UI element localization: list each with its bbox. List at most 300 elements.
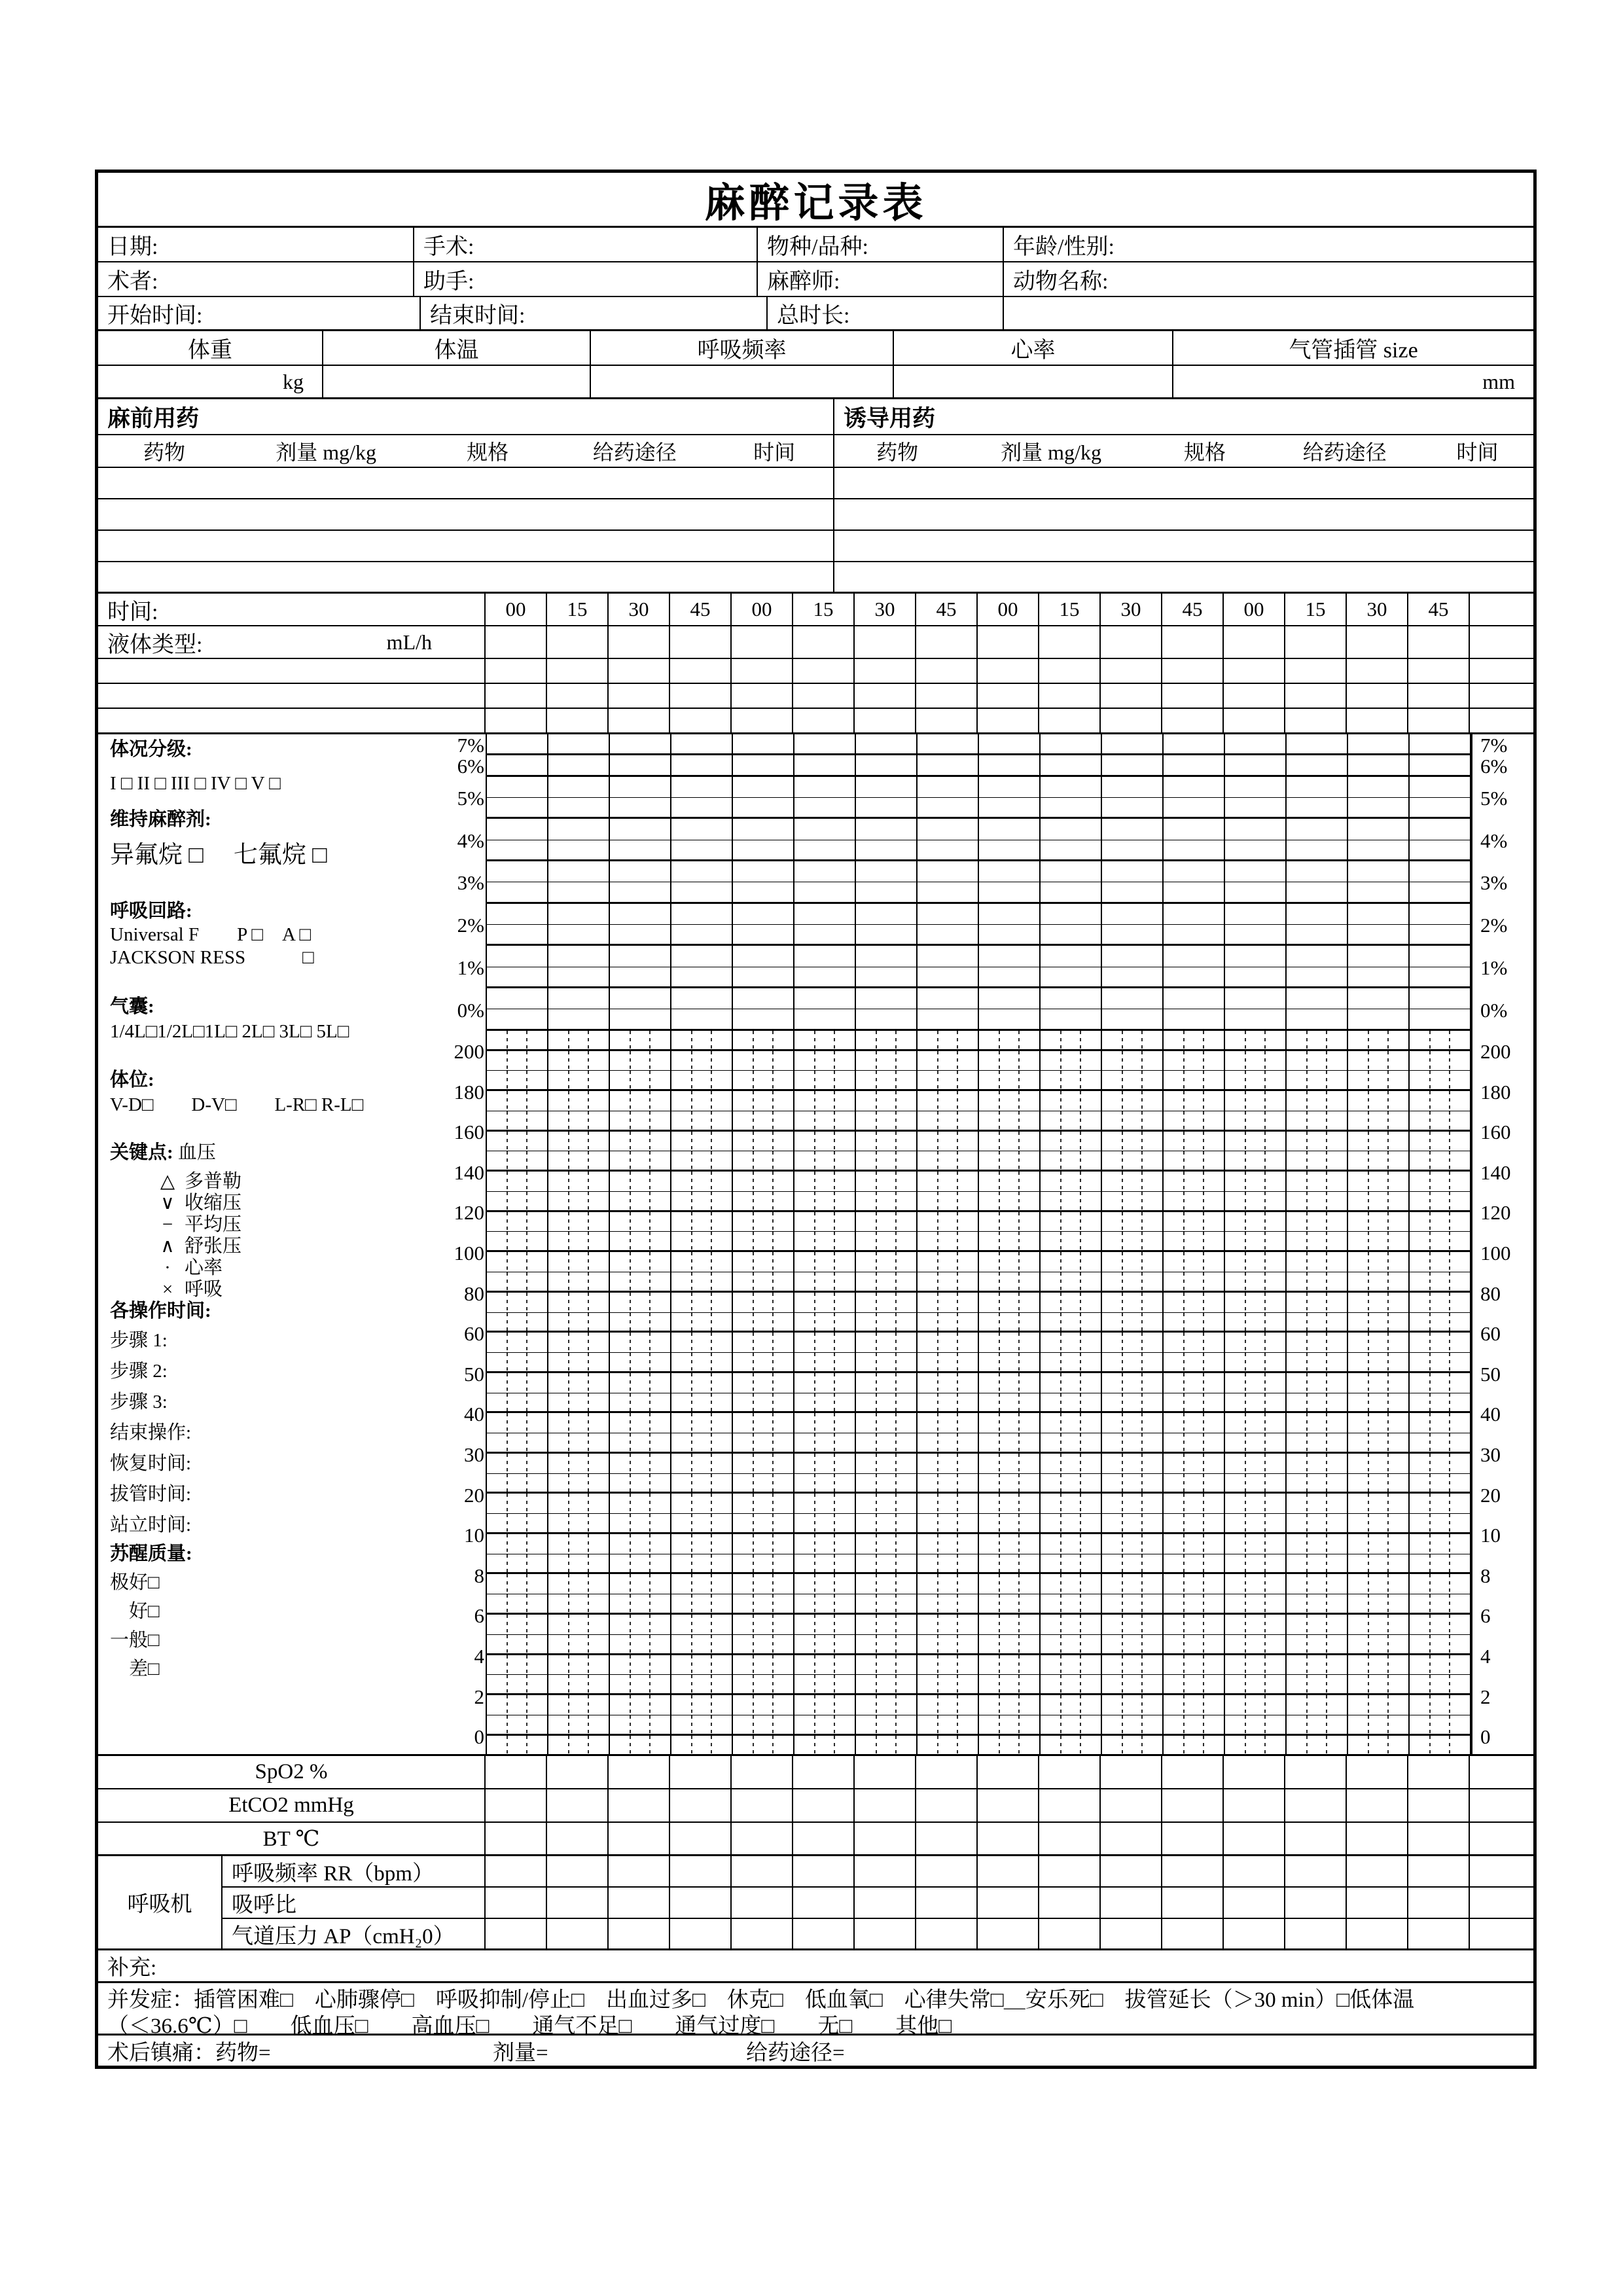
numeric-grid-cell — [1348, 1132, 1410, 1151]
percent-grid-cell — [1410, 755, 1471, 774]
numeric-grid-cell — [487, 1574, 548, 1594]
monitor-row-2-cell — [855, 1823, 916, 1854]
numeric-grid-cell — [1287, 1655, 1348, 1675]
percent-grid-cell — [918, 798, 979, 817]
numeric-grid-cell — [1102, 1635, 1164, 1653]
percent-grid-cell — [1041, 988, 1102, 1009]
numeric-grid-cell — [733, 1031, 794, 1049]
numeric-grid-cell — [856, 1594, 918, 1613]
panel-label: 步骤 3: — [110, 1391, 168, 1412]
percent-grid-cell — [1348, 861, 1410, 882]
percent-grid-cell — [1102, 755, 1164, 774]
numeric-grid-cell — [918, 1554, 979, 1573]
percent-grid-cell — [856, 1009, 918, 1028]
numeric-grid-cell — [918, 1071, 979, 1089]
numeric-grid-cell — [1410, 1433, 1471, 1452]
numeric-grid-cell — [1102, 1111, 1164, 1130]
time-row-cell: 30 — [609, 594, 670, 625]
numeric-grid-cell — [794, 1474, 856, 1492]
percent-grid-row — [487, 925, 1471, 946]
numeric-grid-cell — [671, 1192, 733, 1210]
percent-grid-cell — [794, 925, 856, 944]
fluid-entry-row-cell — [1101, 659, 1162, 683]
ventilator-cell — [486, 1856, 547, 1886]
numeric-grid-cell — [794, 1252, 856, 1272]
supplement-label: 补充: — [107, 1956, 157, 1980]
numeric-grid-cell — [1225, 1534, 1287, 1554]
numeric-grid-cell — [1102, 1031, 1164, 1049]
percent-grid-cell — [1041, 904, 1102, 924]
percent-grid-cell — [1287, 861, 1348, 882]
numeric-grid-cell — [671, 1615, 733, 1634]
numeric-grid-cell — [610, 1333, 671, 1352]
percent-axis-label-left: 0% — [457, 998, 484, 1022]
monitor-row-1-cell — [1285, 1789, 1347, 1821]
numeric-grid-cell — [1102, 1353, 1164, 1371]
percent-grid-cell — [1164, 819, 1225, 839]
numeric-grid-cell — [1287, 1675, 1348, 1693]
percent-grid-cell — [1348, 798, 1410, 817]
monitor-row-1-cell — [1347, 1789, 1408, 1821]
panel-checkbox-line[interactable]: 差□ — [110, 1659, 160, 1679]
numeric-grid-cell — [1348, 1433, 1410, 1452]
numeric-grid-row — [487, 1715, 1471, 1736]
info-field-5: 助手: — [414, 262, 758, 296]
postop-dose-label: 剂量= — [493, 2041, 548, 2065]
percent-grid-cell — [1041, 798, 1102, 817]
numeric-axis-label-left: 60 — [464, 1322, 484, 1346]
percent-grid-cell — [1164, 734, 1225, 753]
numeric-grid-cell — [487, 1031, 548, 1049]
postop-row — [98, 2036, 1533, 2066]
numeric-grid-cell — [1410, 1574, 1471, 1594]
percent-grid-cell — [487, 734, 548, 753]
numeric-grid-cell — [671, 1172, 733, 1191]
percent-grid-cell — [671, 861, 733, 882]
fluid-rate-unit: mL/h — [386, 630, 432, 654]
numeric-grid-row — [487, 1534, 1471, 1554]
fluid-entry-row-cell — [609, 684, 670, 708]
percent-grid-row — [487, 777, 1471, 798]
med-entry-cell — [834, 468, 1533, 498]
fluid-entry-row-cell — [1224, 684, 1285, 708]
fluid-entry-row-cell — [978, 659, 1039, 683]
vitals-header-4: 气管插管 size — [1289, 338, 1418, 363]
numeric-grid-cell — [1164, 1132, 1225, 1151]
monitor-row-label-0: SpO2 % — [255, 1760, 328, 1784]
numeric-grid-cell — [794, 1675, 856, 1693]
numeric-grid-cell — [1287, 1172, 1348, 1191]
numeric-grid-cell — [548, 1433, 610, 1452]
numeric-grid-cell — [487, 1232, 548, 1250]
numeric-grid-cell — [733, 1373, 794, 1393]
med-column-header: 给药途径 — [1302, 440, 1387, 464]
percent-axis-label-right: 6% — [1480, 755, 1508, 778]
numeric-grid-cell — [1348, 1454, 1410, 1473]
percent-grid-cell — [979, 882, 1041, 901]
numeric-grid-cell — [487, 1272, 548, 1291]
numeric-axis-label-left: 180 — [454, 1080, 484, 1103]
percent-grid-row — [487, 882, 1471, 903]
numeric-grid-cell — [487, 1514, 548, 1532]
numeric-grid-cell — [487, 1635, 548, 1653]
percent-grid-cell — [487, 840, 548, 859]
panel-label: 站立时间: — [110, 1515, 192, 1535]
numeric-grid-cell — [918, 1132, 979, 1151]
numeric-grid-cell — [487, 1594, 548, 1613]
ventilator-row — [223, 1856, 1533, 1888]
panel-label: 步骤 1: — [110, 1330, 168, 1351]
numeric-grid-cell — [1102, 1091, 1164, 1111]
numeric-grid-row — [487, 1293, 1471, 1313]
numeric-grid-cell — [918, 1454, 979, 1473]
numeric-grid-cell — [856, 1534, 918, 1554]
ventilator-cell — [1101, 1856, 1162, 1886]
percent-grid-cell — [979, 755, 1041, 774]
time-row-cell: 15 — [1285, 594, 1347, 625]
percent-grid-cell — [918, 777, 979, 797]
numeric-grid-row — [487, 1353, 1471, 1373]
panel-checkbox-line[interactable]: I □ II □ III □ IV □ V □ — [110, 773, 281, 794]
numeric-grid-cell — [794, 1232, 856, 1250]
numeric-grid-cell — [733, 1715, 794, 1734]
fluid-entry-row-cell — [486, 659, 547, 683]
numeric-grid-cell — [671, 1655, 733, 1675]
chart-legend-item: ∨ 收缩压 — [124, 1193, 241, 1213]
form-row — [98, 297, 1533, 331]
percent-grid-cell — [610, 798, 671, 817]
numeric-grid-cell — [733, 1091, 794, 1111]
monitor-row-1-cell — [1224, 1789, 1285, 1821]
numeric-grid-cell — [487, 1353, 548, 1371]
numeric-grid-cell — [1225, 1293, 1287, 1312]
numeric-grid-row — [487, 1454, 1471, 1474]
complications-checkbox-line-1[interactable]: 并发症：插管困难□ 心肺骤停□ 呼吸抑制/停止□ 出血过多□ 休克□ 低血氧□ 心律失常□＿安乐死□ 拔管延长（＞30 min）□低体温 — [107, 1988, 1415, 2012]
numeric-grid-cell — [1164, 1695, 1225, 1715]
percent-grid-cell — [733, 755, 794, 774]
numeric-grid-cell — [610, 1514, 671, 1532]
numeric-axis-label-right: 8 — [1480, 1564, 1491, 1587]
numeric-grid-cell — [1410, 1051, 1471, 1071]
ventilator-row-label-0: 呼吸频率 RR（bpm） — [223, 1856, 486, 1886]
form-row — [98, 399, 1533, 435]
panel-checkbox-line[interactable]: JACKSON RESS □ — [110, 947, 314, 968]
numeric-grid-cell — [1225, 1071, 1287, 1089]
panel-checkbox-line[interactable]: Universal F P □ A □ — [110, 924, 312, 945]
fluid-entry-row-gutter-cell — [1470, 684, 1533, 708]
panel-checkbox-line[interactable]: 好□ — [110, 1601, 160, 1622]
percent-grid-cell — [610, 882, 671, 901]
panel-checkbox-line[interactable]: 一般□ — [110, 1630, 160, 1651]
percent-grid-row — [487, 840, 1471, 861]
vitals-value-cell — [591, 366, 894, 397]
med-column-header: 规格 — [467, 440, 509, 464]
percent-grid-cell — [1164, 840, 1225, 859]
numeric-axis-label-left: 50 — [464, 1362, 484, 1386]
percent-axis-label-right: 7% — [1480, 734, 1508, 757]
percent-grid-cell — [918, 840, 979, 859]
fluid-row-cell — [793, 626, 855, 658]
numeric-grid-cell — [548, 1514, 610, 1532]
time-row-cell: 30 — [1101, 594, 1162, 625]
time-row-cell: 00 — [1224, 594, 1285, 625]
percent-grid-cell — [671, 925, 733, 944]
chart-legend-item: × 呼吸 — [124, 1279, 223, 1300]
percent-grid-cell — [1410, 988, 1471, 1009]
numeric-grid-cell — [487, 1736, 548, 1756]
numeric-grid-cell — [548, 1232, 610, 1250]
numeric-grid-cell — [1225, 1333, 1287, 1352]
ventilator-cell — [1224, 1856, 1285, 1886]
legend-symbol: × — [162, 1279, 173, 1300]
percent-axis-label-right: 1% — [1480, 956, 1508, 979]
percent-grid-cell — [1348, 988, 1410, 1009]
numeric-grid-cell — [1410, 1333, 1471, 1352]
time-row-cell: 45 — [1162, 594, 1224, 625]
ventilator-cell — [855, 1856, 916, 1886]
monitor-row-1-cell — [916, 1789, 978, 1821]
numeric-grid-cell — [1164, 1373, 1225, 1393]
time-row-cell: 30 — [1347, 594, 1408, 625]
percent-grid-row — [487, 819, 1471, 840]
percent-grid-cell — [1225, 734, 1287, 753]
percent-grid-cell — [1225, 967, 1287, 986]
numeric-grid-cell — [733, 1574, 794, 1594]
numeric-axis-label-left: 2 — [474, 1685, 484, 1708]
monitor-row-2-gutter-cell — [1470, 1823, 1533, 1854]
ventilator-cell — [1347, 1919, 1408, 1950]
numeric-grid-cell — [610, 1474, 671, 1492]
med-column-header: 剂量 mg/kg — [1001, 440, 1101, 464]
vitals-value-cell — [323, 366, 591, 397]
percent-grid-cell — [1348, 904, 1410, 924]
numeric-grid-cell — [548, 1252, 610, 1272]
panel-checkbox-line[interactable]: 1/4L□1/2L□1L□ 2L□ 3L□ 5L□ — [110, 1021, 349, 1042]
percent-grid-row — [487, 734, 1471, 755]
fluid-entry-row-cell — [1347, 684, 1408, 708]
numeric-grid-cell — [671, 1433, 733, 1452]
panel-label: 拔管时间: — [110, 1484, 192, 1505]
numeric-grid-cell — [1225, 1736, 1287, 1756]
numeric-grid-cell — [856, 1393, 918, 1412]
numeric-grid-cell — [1041, 1313, 1102, 1331]
numeric-grid-cell — [1041, 1594, 1102, 1613]
numeric-grid-cell — [733, 1071, 794, 1089]
numeric-grid-cell — [1041, 1031, 1102, 1049]
monitor-row-1-cell — [978, 1789, 1039, 1821]
vitals-header-0: 体重 — [98, 331, 323, 365]
numeric-grid-cell — [610, 1091, 671, 1111]
percent-grid-cell — [610, 840, 671, 859]
numeric-grid-cell — [856, 1091, 918, 1111]
numeric-grid-cell — [1225, 1373, 1287, 1393]
numeric-grid-cell — [671, 1212, 733, 1232]
percent-grid-cell — [856, 988, 918, 1009]
percent-grid-cell — [1410, 819, 1471, 839]
percent-grid-cell — [671, 1009, 733, 1028]
numeric-grid-cell — [610, 1151, 671, 1170]
numeric-grid-cell — [1041, 1574, 1102, 1594]
percent-grid-row — [487, 946, 1471, 967]
numeric-grid-cell — [979, 1192, 1041, 1210]
percent-grid-cell — [1225, 904, 1287, 924]
numeric-grid-cell — [856, 1413, 918, 1433]
numeric-grid-cell — [979, 1675, 1041, 1693]
percent-grid-cell — [1348, 882, 1410, 901]
ventilator-cell — [547, 1856, 609, 1886]
med-section-title-0: 麻前用药 — [98, 399, 834, 434]
fluid-entry-row-cell — [670, 709, 732, 732]
numeric-grid-cell — [1287, 1313, 1348, 1331]
percent-grid-cell — [1410, 1009, 1471, 1028]
numeric-grid-cell — [671, 1272, 733, 1291]
panel-label: 体位: — [110, 1069, 154, 1090]
numeric-grid-cell — [487, 1373, 548, 1393]
ventilator-cell — [793, 1888, 855, 1918]
numeric-grid-row — [487, 1333, 1471, 1353]
percent-grid-cell — [918, 904, 979, 924]
percent-grid-cell — [733, 946, 794, 966]
numeric-grid-cell — [671, 1353, 733, 1371]
numeric-grid-cell — [794, 1514, 856, 1532]
fluid-entry-row-cell — [1408, 709, 1470, 732]
numeric-grid-cell — [1410, 1615, 1471, 1634]
panel-checkbox-line[interactable]: 极好□ — [110, 1572, 160, 1593]
percent-grid-cell — [548, 988, 610, 1009]
numeric-grid-cell — [1041, 1252, 1102, 1272]
percent-grid-cell — [610, 925, 671, 944]
numeric-grid-cell — [1348, 1272, 1410, 1291]
numeric-grid-cell — [1102, 1655, 1164, 1675]
percent-grid-cell — [1102, 1009, 1164, 1028]
med-entry-cell — [834, 562, 1533, 592]
numeric-grid-cell — [1164, 1433, 1225, 1452]
fluid-entry-row-label-cell — [98, 684, 486, 708]
percent-grid-cell — [610, 946, 671, 966]
numeric-grid-row — [487, 1373, 1471, 1393]
percent-grid-cell — [1041, 840, 1102, 859]
monitor-row-1-cell — [793, 1789, 855, 1821]
numeric-grid-cell — [1348, 1413, 1410, 1433]
numeric-axis-label-left: 30 — [464, 1443, 484, 1466]
numeric-grid-cell — [1102, 1172, 1164, 1191]
panel-checkbox-line[interactable]: V-D□ D-V□ L-R□ R-L□ — [110, 1094, 364, 1115]
numeric-grid-cell — [856, 1313, 918, 1331]
fluid-entry-row-cell — [1162, 709, 1224, 732]
numeric-grid-cell — [856, 1433, 918, 1452]
fluid-entry-row-cell — [793, 659, 855, 683]
fluid-entry-row-cell — [670, 659, 732, 683]
numeric-grid-cell — [979, 1051, 1041, 1071]
monitor-row-1-gutter-cell — [1470, 1789, 1533, 1821]
legend-symbol: − — [162, 1214, 173, 1235]
percent-grid-cell — [1410, 734, 1471, 753]
numeric-grid-row — [487, 1031, 1471, 1051]
percent-grid-cell — [610, 777, 671, 797]
numeric-grid-cell — [1102, 1252, 1164, 1272]
fluid-type-label: 液体类型: — [107, 632, 203, 657]
percent-grid-cell — [1287, 777, 1348, 797]
numeric-grid-cell — [1287, 1574, 1348, 1594]
percent-grid-cell — [671, 988, 733, 1009]
numeric-grid-cell — [1102, 1715, 1164, 1734]
numeric-grid-cell — [1225, 1151, 1287, 1170]
numeric-grid-cell — [1287, 1393, 1348, 1412]
monitor-row-label-1: EtCO2 mmHg — [228, 1793, 354, 1817]
ventilator-cell — [670, 1888, 732, 1918]
numeric-grid-cell — [487, 1172, 548, 1191]
numeric-grid-cell — [979, 1736, 1041, 1756]
numeric-axis-label-right: 10 — [1480, 1524, 1501, 1547]
numeric-grid-cell — [1225, 1353, 1287, 1371]
numeric-grid-cell — [1102, 1212, 1164, 1232]
numeric-grid-cell — [1410, 1111, 1471, 1130]
complications-checkbox-line-2[interactable]: （＜36.6℃）□ 低血压□ 高血压□ 通气不足□ 通气过度□ 无□ 其他□ — [107, 2015, 952, 2038]
fluid-row-cell — [855, 626, 916, 658]
percent-grid-cell — [1102, 798, 1164, 817]
percent-grid-cell — [856, 840, 918, 859]
numeric-grid-cell — [733, 1675, 794, 1693]
percent-grid-cell — [856, 777, 918, 797]
percent-grid-cell — [1102, 882, 1164, 901]
numeric-grid-cell — [1041, 1413, 1102, 1433]
panel-checkbox-line[interactable]: 异氟烷 □ 七氟烷 □ — [110, 842, 327, 869]
numeric-grid-cell — [1225, 1172, 1287, 1191]
monitor-row-0-cell — [547, 1756, 609, 1788]
percent-axis-label-right: 4% — [1480, 829, 1508, 852]
ventilator-cell — [1408, 1888, 1470, 1918]
numeric-grid-cell — [1410, 1514, 1471, 1532]
numeric-grid-cell — [1410, 1293, 1471, 1312]
ventilator-cell — [916, 1888, 978, 1918]
fluid-entry-row-cell — [1101, 684, 1162, 708]
fluid-entry-row-gutter-cell — [1470, 659, 1533, 683]
percent-axis-label-left: 1% — [457, 956, 484, 979]
numeric-grid-cell — [1348, 1474, 1410, 1492]
percent-grid-cell — [1348, 946, 1410, 966]
percent-grid-cell — [548, 967, 610, 986]
numeric-grid-cell — [918, 1091, 979, 1111]
percent-grid-cell — [1287, 946, 1348, 966]
numeric-grid-cell — [487, 1132, 548, 1151]
numeric-grid-cell — [918, 1615, 979, 1634]
numeric-grid-cell — [671, 1736, 733, 1756]
percent-grid-cell — [671, 946, 733, 966]
numeric-grid-cell — [487, 1413, 548, 1433]
numeric-grid-cell — [794, 1111, 856, 1130]
form-row — [98, 1823, 1533, 1856]
numeric-grid-cell — [548, 1313, 610, 1331]
time-row-label: 时间: — [107, 600, 158, 624]
med-entry-cell — [98, 468, 834, 498]
numeric-grid-cell — [794, 1172, 856, 1191]
info-field-8: 开始时间: — [98, 297, 421, 329]
monitor-row-1-cell — [1162, 1789, 1224, 1821]
numeric-grid-cell — [610, 1252, 671, 1272]
numeric-grid-cell — [548, 1413, 610, 1433]
numeric-grid-cell — [1287, 1715, 1348, 1734]
numeric-grid-cell — [856, 1554, 918, 1573]
numeric-grid-cell — [548, 1494, 610, 1513]
percent-grid-cell — [487, 946, 548, 966]
numeric-grid-cell — [1410, 1393, 1471, 1412]
percent-grid-cell — [856, 904, 918, 924]
monitor-row-2-cell — [609, 1823, 670, 1854]
ventilator-cell — [1285, 1856, 1347, 1886]
numeric-grid-cell — [671, 1293, 733, 1312]
numeric-grid-cell — [794, 1615, 856, 1634]
fluid-entry-row-cell — [1101, 709, 1162, 732]
